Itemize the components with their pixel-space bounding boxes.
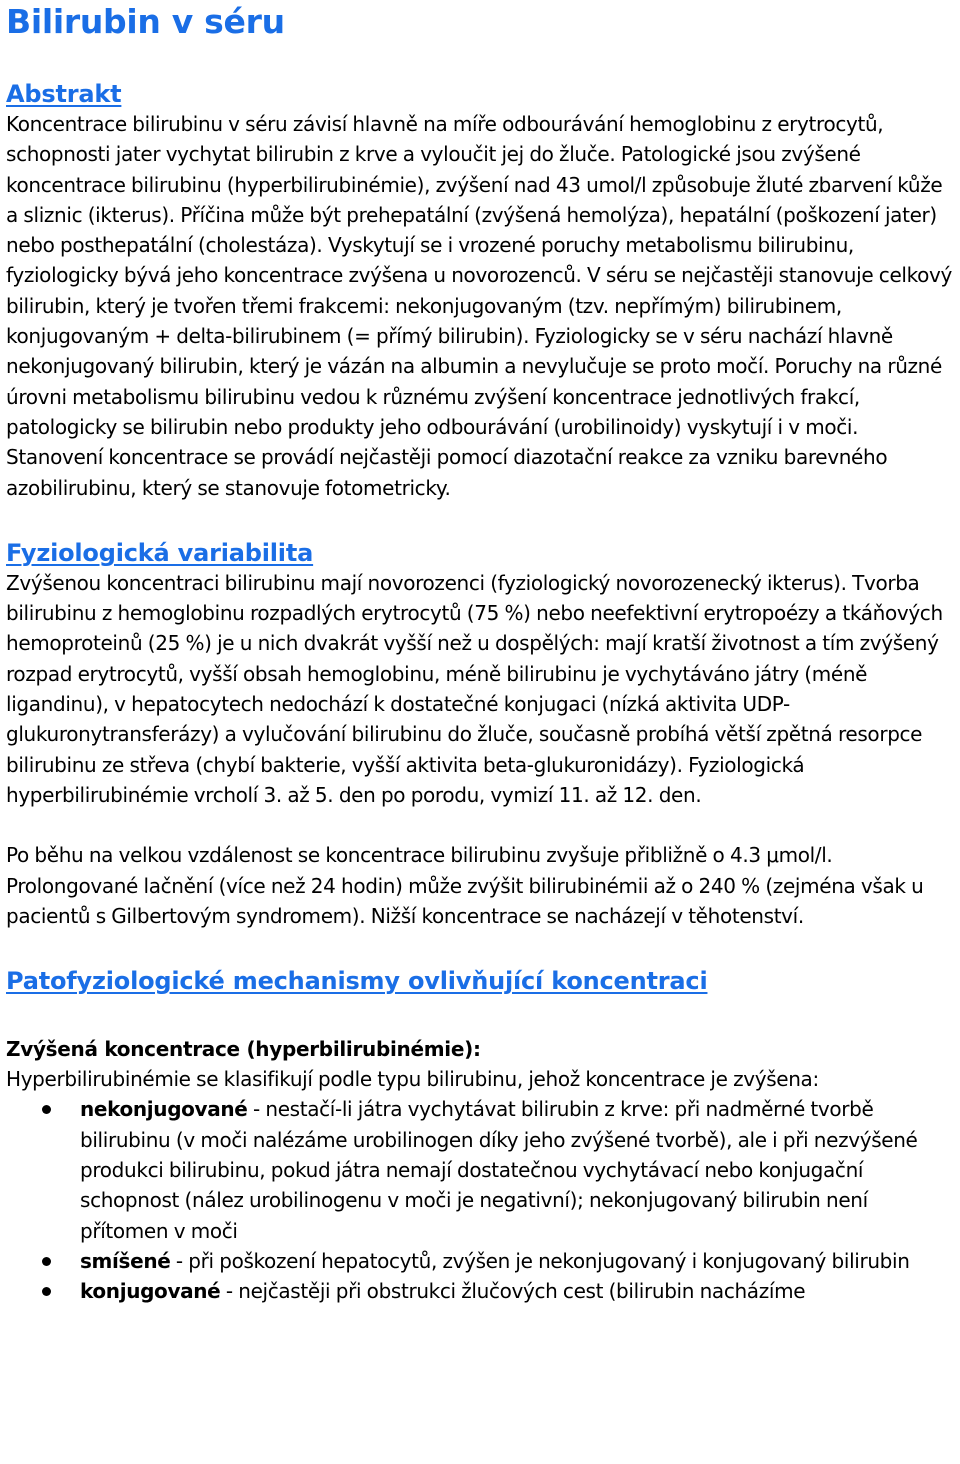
desc-nekonjugovane: - nestačí-li játra vychytávat bilirubin z krve: při nadměrné tvorbě bilirubinu (v moči nalézáme urobilinogen díky jeho zvýšené tvorbě), ale i při nezvýšené produkci bilirubinu, pokud játra nemají dostatečnou vychytávací nebo konjugační schopnost (nález urobilinogenu v moči je negativní); nekonjugovaný bilirubin není přítomen v moči: [80, 1097, 918, 1243]
list-item-nekonjugovane: [6, 1094, 954, 1245]
heading-fyziologicka-variabilita[interactable]: Fyziologická variabilita: [6, 538, 314, 567]
list-item-smisene: [6, 1246, 954, 1276]
heading-patofyziologicke-mechanismy[interactable]: Patofyziologické mechanismy ovlivňující koncentraci: [6, 967, 708, 996]
desc-smisene: - při poškození hepatocytů, zvýšen je nekonjugovaný i konjugovaný bilirubin: [170, 1248, 910, 1273]
term-nekonjugovane: nekonjugované: [80, 1097, 248, 1122]
section-abstrakt: [6, 79, 954, 503]
term-konjugovane: konjugované: [80, 1279, 221, 1304]
section-fyziologicka-variabilita: [6, 538, 954, 931]
document-title: Bilirubin v séru: [6, 2, 285, 41]
bullet-icon: [42, 1105, 51, 1114]
heading-abstrakt[interactable]: Abstrakt: [6, 80, 122, 108]
fyziologicka-paragraph-2: Po běhu na velkou vzdálenost se koncentrace bilirubinu zvyšuje přibližně o 4.3 μmol/l. Prolongované lačnění (více než 24 hodin) může zvýšit bilirubinémii až o 240 % (zejména však u pacientů s Gilbertovým syndromem). Nižší koncentrace se nacházejí v těhotenství.: [6, 843, 924, 928]
list-item-konjugovane: [6, 1276, 954, 1306]
term-smisene: smíšené: [80, 1248, 171, 1273]
hyperbilirubinemie-list: [6, 1094, 954, 1306]
subheading-zvysena-koncentrace: Zvýšená koncentrace (hyperbilirubinémie):: [6, 1037, 481, 1062]
bullet-icon: [42, 1287, 51, 1296]
desc-konjugovane: - nejčastěji při obstrukci žlučových cest (bilirubin nacházíme: [220, 1279, 806, 1304]
section-patofyziologicke-mechanismy: [6, 966, 954, 1306]
abstrakt-paragraph: Koncentrace bilirubinu v séru závisí hlavně na míře odbourávání hemoglobinu z erytrocytů, schopnosti jater vychytat bilirubin z krve a vyloučit jej do žluče. Patologické jsou zvýšené koncentrace bilirubinu (hyperbilirubinémie), zvýšení nad 43 umol/l způsobuje žluté zbarvení kůže a sliznic (ikterus). Příčina může být prehepatální (zvýšená hemolýza), hepatální (poškození jater) nebo posthepatální (cholestáza). Vyskytují se i vrozené poruchy metabolismu bilirubinu, fyziologicky bývá jeho koncentrace zvýšena u novorozenců. V séru se nejčastěji stanovuje celkový bilirubin, který je tvořen třemi frakcemi: nekonjugovaným (tzv. nepřímým) bilirubinem, konjugovaným + delta-bilirubinem (= přímý bilirubin). Fyziologicky se v séru nachází hlavně nekonjugovaný bilirubin, který je vázán na albumin a nevylučuje se proto močí. Poruchy na různé úrovni metabolismu bilirubinu vedou k různému zvýšení koncentrace jednotlivých frakcí, patologicky se bilirubin nebo produkty jeho odbourávání (urobilinoidy) vyskytují i v moči. Stanovení koncentrace se provádí nejčastěji pomocí diazotační reakce za vzniku barevného azobilirubinu, který se stanovuje fotometricky.: [6, 112, 952, 500]
bullet-icon: [42, 1257, 51, 1266]
hyperbilirubinemie-intro: Hyperbilirubinémie se klasifikují podle typu bilirubinu, jehož koncentrace je zvýšena:: [6, 1067, 819, 1092]
fyziologicka-paragraph-1: Zvýšenou koncentraci bilirubinu mají novorozenci (fyziologický novorozenecký ikterus). Tvorba bilirubinu z hemoglobinu rozpadlých erytrocytů (75 %) nebo neefektivní erytropoézy a tkáňových hemoproteinů (25 %) je u nich dvakrát vyšší než u dospělých: mají kratší životnost a tím zvýšený rozpad erytrocytů, vyšší obsah hemoglobinu, méně bilirubinu je vychytáváno játry (méně ligandinu), v hepatocytech nedochází k dostatečné konjugaci (nízká aktivita UDP-glukuronytransferázy) a vylučování bilirubinu do žluče, současně probíhá větší zpětná resorpce bilirubinu ze střeva (chybí bakterie, vyšší aktivita beta-glukuronidázy). Fyziologická hyperbilirubinémie vrcholí 3. až 5. den po porodu, vymizí 11. až 12. den.: [6, 570, 943, 807]
